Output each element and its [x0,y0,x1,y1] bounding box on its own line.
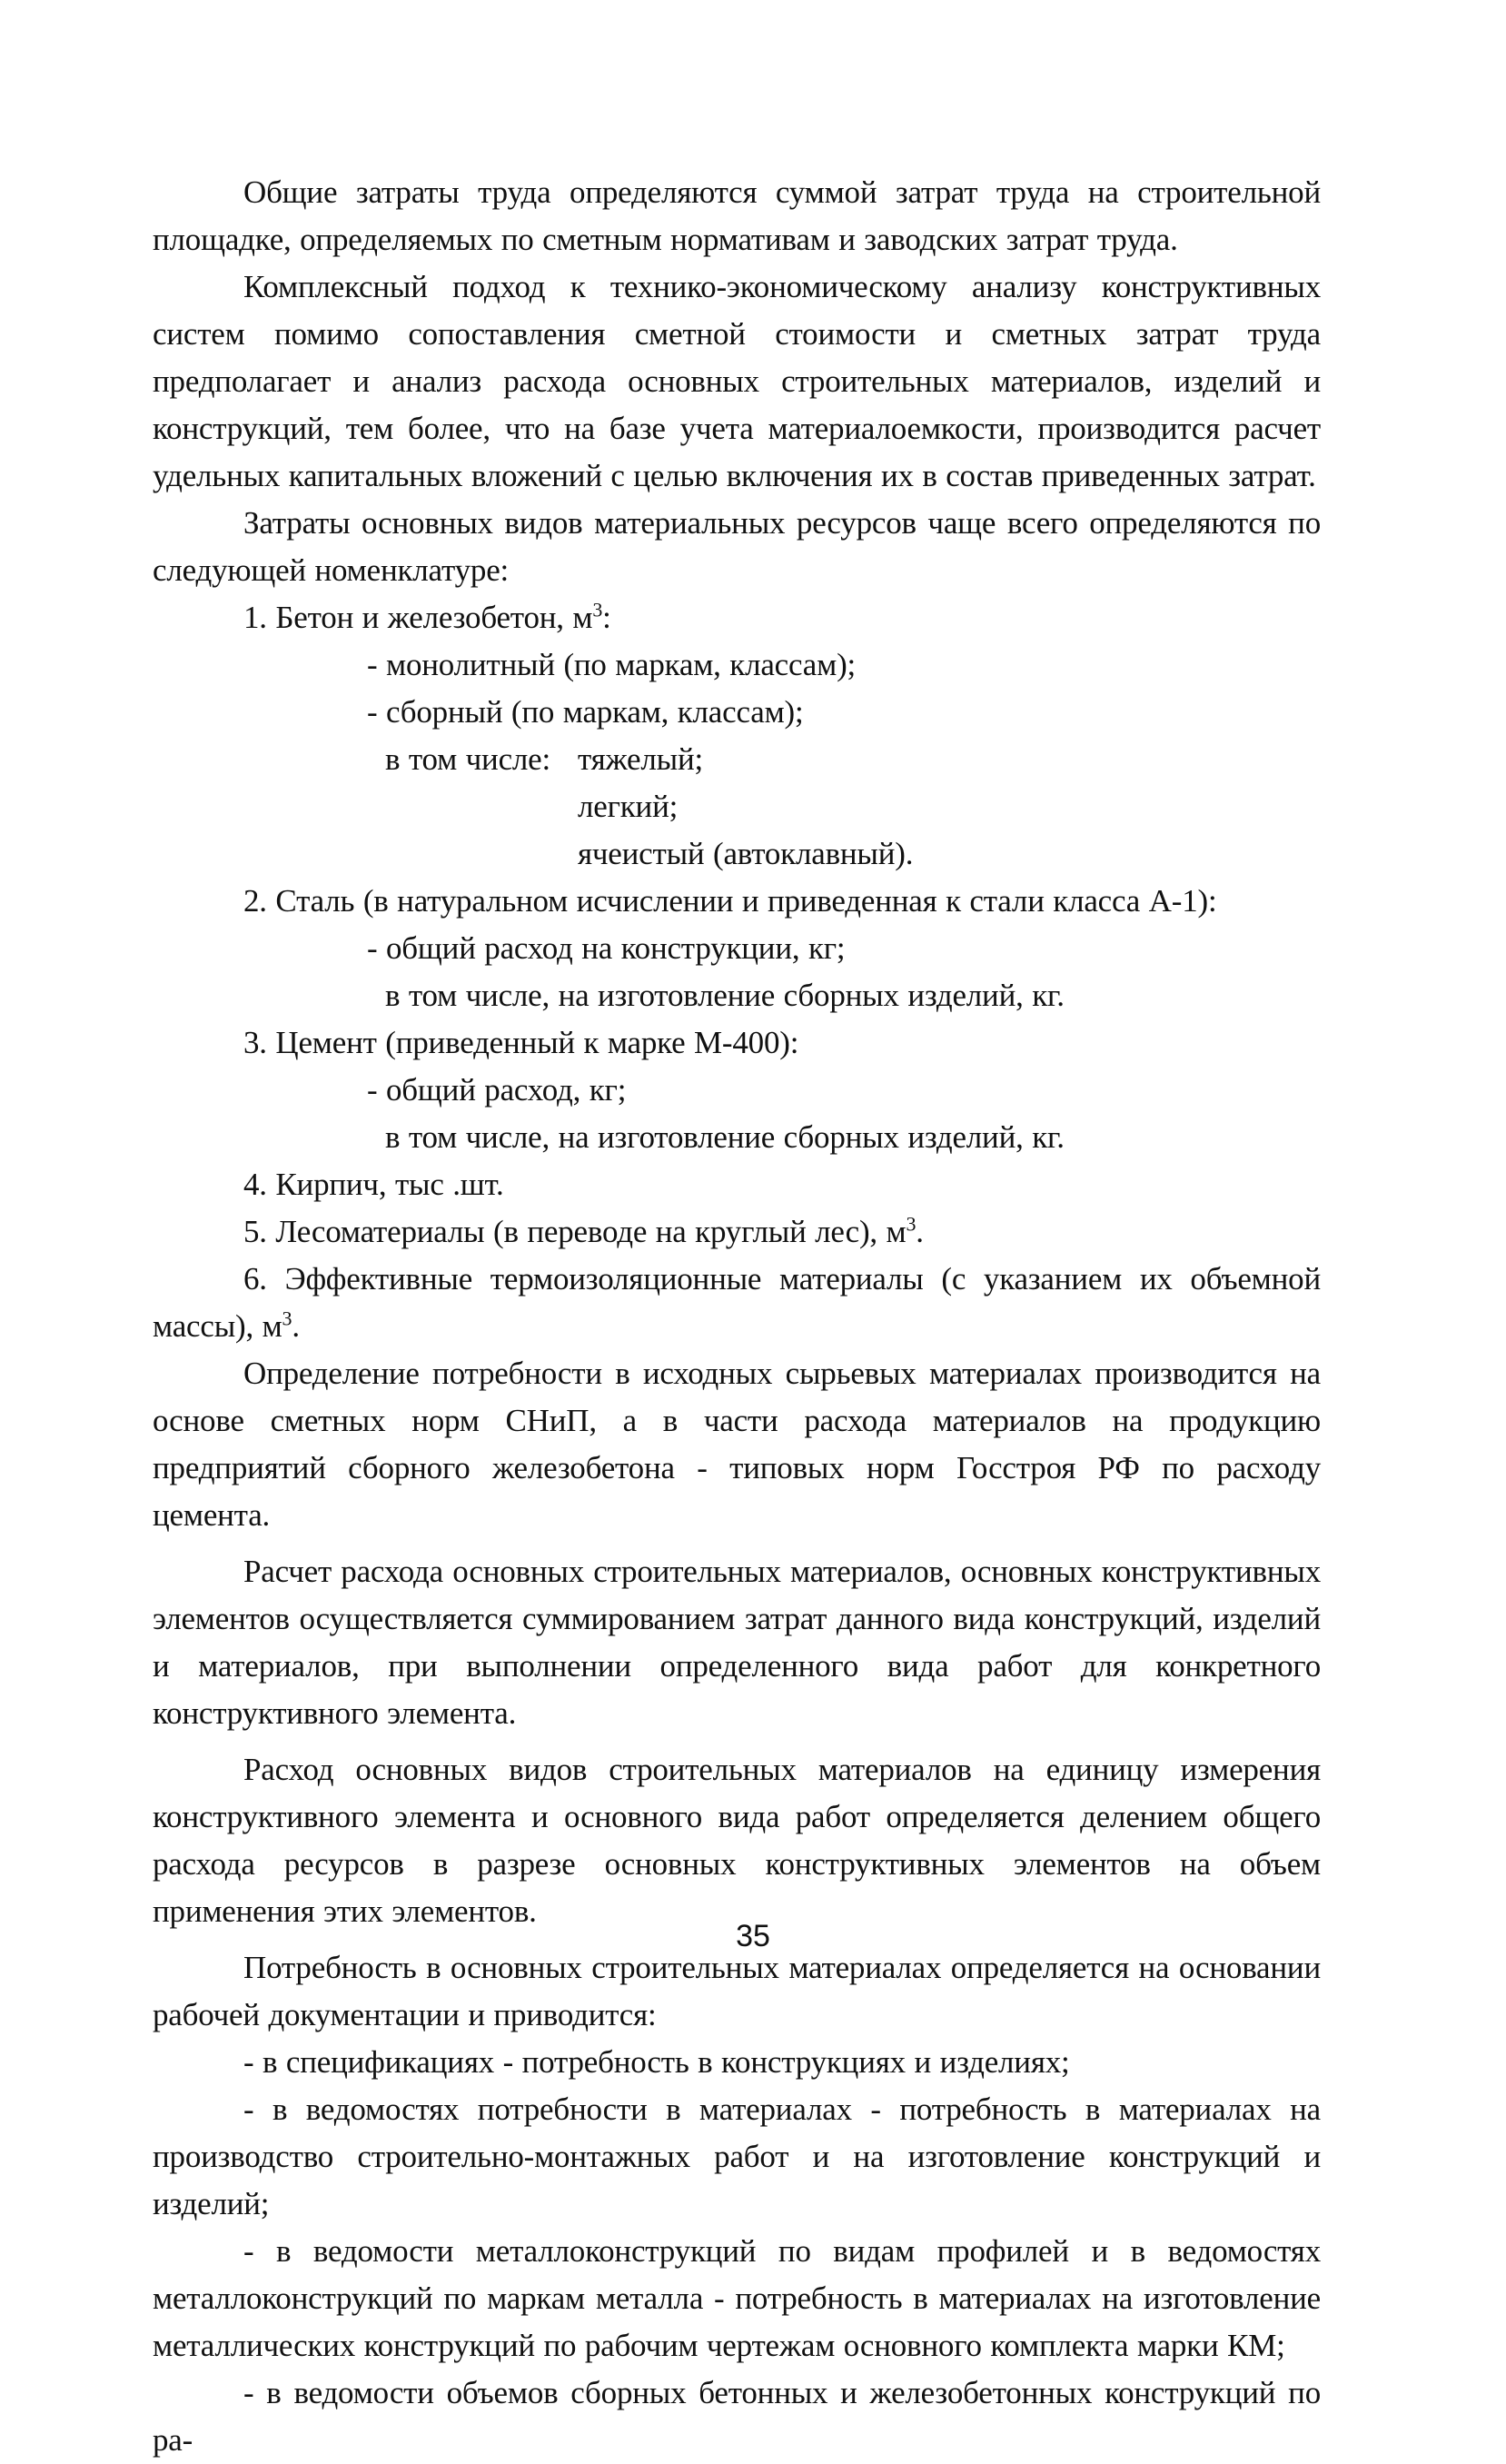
paragraph-7: Потребность в основных строительных материалах определяется на основании рабочей документации и приводится: [153,1950,1321,2032]
paragraph-2: Комплексный подход к технико-экономическому анализу конструктивных систем помимо сопоставления сметной стоимости и сметных затрат труда предполагает и анализ расхода основных строительных материалов, изделий и конструкций, тем более, что на базе учета материалоемкости, производится расчет удельных капитальных вложений с целью включения их в состав приведенных затрат. [153,269,1321,493]
paragraph-6: Расход основных видов строительных материалов на единицу измерения конструктивного элемента и основного вида работ определяется делением общего расхода ресурсов в разрезе основных конструктивных элементов на объем применения этих элементов. [153,1752,1321,1929]
list-item-6-suffix: . [292,1308,300,1344]
list-item-1-text: 1. Бетон и железобетон, м [243,600,593,635]
list-item-5-text: 5. Лесоматериалы (в переводе на круглый лес), м [243,1214,907,1249]
list-subitem: - общий расход, кг; [367,1072,627,1108]
list-subitem-including [153,736,1321,783]
cellular-concrete: ячеистый (автоклавный). [578,836,914,871]
list-item-4: 4. Кирпич, тыс .шт. [243,1167,504,1202]
including-label: в том числе: [385,741,551,777]
list-item-2: 2. Сталь (в натуральном исчислении и приведенная к стали класса А-1): [243,883,1217,919]
bullet-item: - в ведомостях потребности в материалах - потребность в материалах на производство строительно-монтажных работ и на изготовление конструкций и изделий; [153,2091,1321,2221]
bullet-item: - в спецификациях - потребность в конструкциях и изделиях; [243,2044,1070,2080]
list-subitem: в том числе, на изготовление сборных изделий, кг. [385,1119,1065,1155]
paragraph-5: Расчет расхода основных строительных материалов, основных конструктивных элементов осуществляется суммированием затрат данного вида конструкций, изделий и материалов, при выполнении определенного вида работ для конкретного конструктивного элемента. [153,1554,1321,1731]
list-item-5-suffix: . [916,1214,924,1249]
paragraph-4: Определение потребности в исходных сырьевых материалах производится на основе сметных норм СНиП, а в части расхода материалов на продукцию предприятий сборного железобетона - типовых норм Госстроя РФ по расходу цемента. [153,1356,1321,1533]
body-text [153,169,1321,2464]
list-item-3: 3. Цемент (приведенный к марке М-400): [243,1025,799,1060]
superscript: 3 [906,1212,916,1236]
list-item-1-suffix: : [602,600,611,635]
list-item-6-text: 6. Эффективные термоизоляционные материалы (с указанием их объемной массы), м [153,1261,1321,1344]
page-number: 35 [736,1919,770,1953]
list-subitem: - монолитный (по маркам, классам); [367,647,857,682]
bullet-item: - в ведомости металлоконструкций по видам профилей и в ведомостях металлоконструкций по маркам металла - потребность в материалах на изготовление металлических конструкций по рабочим чертежам основного комплекта марки КМ; [153,2233,1321,2363]
list-item-6 [153,1256,1321,1350]
list-item-1 [153,594,1321,641]
list-subitem: - сборный (по маркам, классам); [367,694,804,730]
paragraph-1: Общие затраты труда определяются суммой затрат труда на строительной площадке, определяемых по сметным нормативам и заводских затрат труда. [153,174,1321,257]
list-subitem: - общий расход на конструкции, кг; [367,930,846,966]
heavy-concrete: тяжелый; [578,741,704,777]
paragraph-3: Затраты основных видов материальных ресурсов чаще всего определяются по следующей номенклатуре: [153,505,1321,588]
bullet-item: - в ведомости объемов сборных бетонных и железобетонных конструкций по ра- [153,2375,1321,2458]
list-item-5 [153,1208,1321,1256]
list-subitem: в том числе, на изготовление сборных изделий, кг. [385,978,1065,1013]
light-concrete: легкий; [578,789,679,824]
superscript: 3 [282,1307,292,1330]
superscript: 3 [592,598,603,621]
